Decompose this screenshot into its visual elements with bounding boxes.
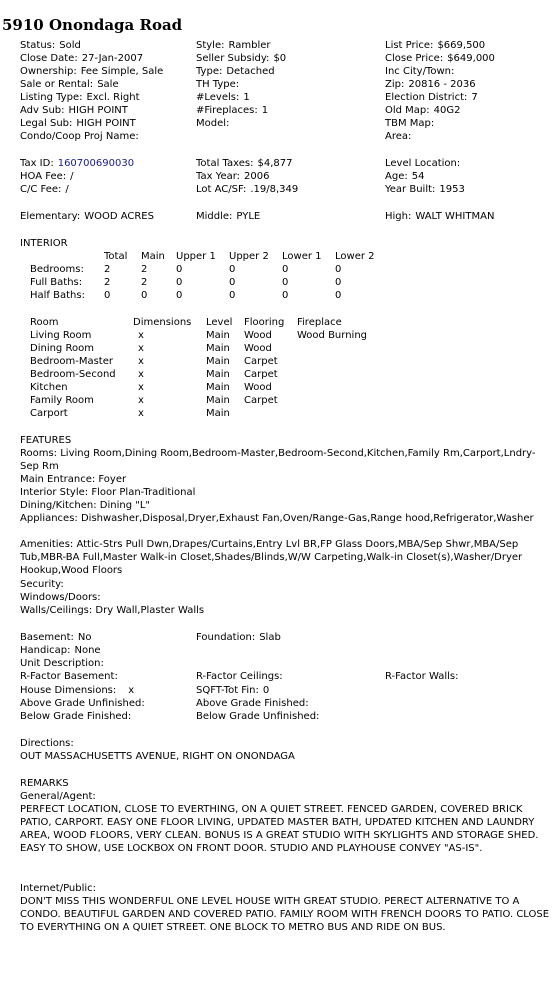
field-label: Zip:: [385, 79, 405, 90]
field-label: TH Type:: [196, 79, 240, 90]
field-label: Condo/Coop Proj Name:: [20, 131, 139, 142]
table-cell: 0: [335, 264, 342, 275]
field-zip: [385, 78, 476, 91]
field-label: House Dimensions:: [20, 685, 117, 696]
table-header: Lower 2: [335, 251, 375, 262]
field-rfactor-ceilings: [196, 670, 287, 683]
table-cell: Main: [206, 343, 230, 354]
table-cell: Carpet: [244, 356, 278, 367]
field-label: Type:: [196, 66, 223, 77]
field-label: Adv Sub:: [20, 105, 65, 116]
field-label: SQFT-Tot Fin:: [196, 685, 259, 696]
table-cell: 0: [176, 277, 183, 288]
features-amenities: Amenities: Attic-Strs Pull Dwn,Drapes/Curtains,Entry Lvl BR,FP Glass Doors,MBA/Sep Shwr,MBA/Sep Tub,MBR-BA Full,Master Walk-in Closet,Shades/Blinds,W/W Carpeting,Walk-in Closet(s),Washer/Dryer Hookup,Wood Floors: [20, 539, 523, 576]
table-cell: Carpet: [244, 395, 278, 406]
field-below-grade-finished: [20, 710, 135, 723]
field-label: R-Factor Walls:: [385, 671, 459, 682]
field-label: HOA Fee:: [20, 171, 67, 182]
features-security: Security:: [20, 579, 64, 590]
field-type: [196, 65, 275, 78]
table-cell: Bedroom-Master: [30, 356, 113, 367]
field-label: Old Map:: [385, 105, 430, 116]
table-cell: Full Baths:: [30, 277, 83, 288]
table-cell: Family Room: [30, 395, 94, 406]
field-value: WOOD ACRES: [84, 211, 154, 222]
field-value: No: [77, 632, 92, 643]
field-label: Lot AC/SF:: [196, 184, 247, 195]
features-walls-ceilings: Walls/Ceilings: Dry Wall,Plaster Walls: [20, 605, 205, 616]
field-label: Unit Description:: [20, 658, 104, 669]
field-middle-school: [196, 210, 260, 223]
field-value: Sold: [59, 40, 81, 51]
field-lot-ac-sf: [196, 183, 298, 196]
directions-heading: Directions:: [20, 738, 74, 749]
field-label: Status:: [20, 40, 56, 51]
features-appliances: Appliances: Dishwasher,Disposal,Dryer,Exhaust Fan,Oven/Range-Gas,Range hood,Refrigerator,Washer: [20, 513, 534, 524]
field-label: Election District:: [385, 92, 468, 103]
field-label: Age:: [385, 171, 408, 182]
table-header: Level: [206, 317, 233, 328]
table-cell: 0: [141, 290, 148, 301]
field-label: Handicap:: [20, 645, 71, 656]
table-header: Main: [141, 251, 165, 262]
interior-heading: INTERIOR: [20, 238, 68, 249]
field-levels: [196, 91, 250, 104]
field-label: TBM Map:: [385, 118, 435, 129]
field-close-date: [20, 52, 143, 65]
field-label: #Fireplaces:: [196, 105, 258, 116]
field-label: Close Price:: [385, 53, 444, 64]
field-label: Legal Sub:: [20, 118, 73, 129]
remarks-public-text: DON'T MISS THIS WONDERFUL ONE LEVEL HOUSE WITH GREAT STUDIO. PERECT ALTERNATIVE TO A CONDO. BEAUTIFUL GARDEN AND COVERED PATIO. FAMILY ROOM WITH FRENCH DOORS TO PATIO. CLOSE TO EVERYTHING ON A QUIET STREET. ONE BLOCK TO METRO BUS AND RIDE ON BUS.: [20, 896, 550, 933]
features-dining-kitchen: Dining/Kitchen: Dining "L": [20, 500, 151, 511]
field-label: Listing Type:: [20, 92, 83, 103]
table-cell: Main: [206, 395, 230, 406]
field-label: Tax Year:: [196, 171, 241, 182]
field-label: Style:: [196, 40, 225, 51]
table-cell: 0: [282, 277, 289, 288]
field-adv-sub: [20, 104, 128, 117]
table-header: Flooring: [244, 317, 285, 328]
field-value: Rambler: [228, 40, 271, 51]
field-tbm-map: [385, 117, 438, 130]
features-interior-style: Interior Style: Floor Plan-Traditional: [20, 487, 196, 498]
field-value: 1953: [439, 184, 465, 195]
property-address: 5910 Onondaga Road: [2, 16, 183, 34]
field-label: Above Grade Unfinished:: [20, 698, 145, 709]
table-cell: Main: [206, 408, 230, 419]
field-house-dimensions: [20, 684, 134, 697]
field-value: 2006: [244, 171, 270, 182]
field-style: [196, 39, 271, 52]
field-below-grade-unfinished: [196, 710, 323, 723]
field-value: HIGH POINT: [76, 118, 136, 129]
remarks-heading: REMARKS: [20, 778, 69, 789]
field-sale-or-rental: [20, 78, 119, 91]
table-cell: 0: [229, 264, 236, 275]
table-cell: x: [138, 356, 144, 367]
field-label: R-Factor Ceilings:: [196, 671, 283, 682]
table-cell: Kitchen: [30, 382, 68, 393]
field-value: 40G2: [433, 105, 461, 116]
field-label: Below Grade Finished:: [20, 711, 132, 722]
field-unit-description: [20, 657, 108, 670]
field-fireplaces: [196, 104, 268, 117]
table-cell: 0: [176, 290, 183, 301]
field-label: Close Date:: [20, 53, 78, 64]
field-value: Slab: [259, 632, 281, 643]
features-heading: FEATURES: [20, 435, 72, 446]
field-value: 7: [471, 92, 478, 103]
field-age: [385, 170, 424, 183]
field-value: 0: [262, 685, 270, 696]
field-value: Sale: [97, 79, 119, 90]
table-cell: 0: [229, 277, 236, 288]
table-cell: 0: [229, 290, 236, 301]
table-cell: 2: [104, 264, 111, 275]
field-th-type: [196, 78, 243, 91]
table-cell: 2: [141, 264, 148, 275]
field-label: Tax ID:: [20, 158, 54, 169]
field-value: Detached: [226, 66, 275, 77]
table-cell: x: [138, 330, 144, 341]
field-label: Seller Subsidy:: [196, 53, 270, 64]
table-cell: Living Room: [30, 330, 92, 341]
field-total-taxes: [196, 157, 292, 170]
table-header: Dimensions: [133, 317, 192, 328]
tax-id-link[interactable]: 160700690030: [57, 158, 135, 169]
field-list-price: [385, 39, 485, 52]
table-header: Total: [104, 251, 128, 262]
field-model: [196, 117, 233, 130]
table-header: Fireplace: [297, 317, 342, 328]
field-tax-year: [196, 170, 270, 183]
table-cell: 0: [282, 264, 289, 275]
field-value: 1: [243, 92, 250, 103]
table-cell: Wood: [244, 382, 272, 393]
table-cell: Main: [206, 369, 230, 380]
field-label: Foundation:: [196, 632, 256, 643]
field-label: Area:: [385, 131, 412, 142]
field-label: List Price:: [385, 40, 434, 51]
field-value: $4,877: [257, 158, 293, 169]
field-level-location: [385, 157, 464, 170]
table-cell: Carpet: [244, 369, 278, 380]
field-value: $669,500: [437, 40, 486, 51]
table-cell: 0: [335, 277, 342, 288]
field-foundation: [196, 631, 281, 644]
table-header: Lower 1: [282, 251, 322, 262]
field-value: 27-Jan-2007: [81, 53, 144, 64]
directions-text: OUT MASSACHUSETTS AVENUE, RIGHT ON ONONDAGA: [20, 751, 295, 762]
field-label: R-Factor Basement:: [20, 671, 118, 682]
field-label: Inc City/Town:: [385, 66, 455, 77]
field-value: None: [74, 645, 101, 656]
table-cell: Wood Burning: [297, 330, 367, 341]
field-ownership: [20, 65, 163, 78]
field-value: WALT WHITMAN: [415, 211, 495, 222]
table-cell: Half Baths:: [30, 290, 85, 301]
field-label: Elementary:: [20, 211, 81, 222]
field-cc-fee: [20, 183, 69, 196]
field-inc-city-town: [385, 65, 458, 78]
table-cell: 2: [141, 277, 148, 288]
table-cell: Main: [206, 382, 230, 393]
field-above-grade-unfinished: [20, 697, 149, 710]
field-basement: [20, 631, 91, 644]
table-header: Upper 2: [229, 251, 269, 262]
field-value: $0: [273, 53, 287, 64]
field-value: 1: [261, 105, 269, 116]
features-windows-doors: Windows/Doors:: [20, 592, 101, 603]
field-value: 20816 - 2036: [408, 79, 476, 90]
table-header: Room: [30, 317, 59, 328]
table-cell: Bedrooms:: [30, 264, 84, 275]
field-label: C/C Fee:: [20, 184, 62, 195]
field-old-map: [385, 104, 461, 117]
field-high-school: [385, 210, 494, 223]
table-cell: 0: [335, 290, 342, 301]
field-value: HIGH POINT: [68, 105, 128, 116]
remarks-public-heading: Internet/Public:: [20, 883, 97, 894]
table-cell: 0: [282, 290, 289, 301]
field-label: Model:: [196, 118, 230, 129]
field-value: Excl. Right: [86, 92, 140, 103]
table-cell: x: [138, 343, 144, 354]
field-hoa-fee: [20, 170, 74, 183]
field-label: High:: [385, 211, 412, 222]
field-value: 54: [411, 171, 425, 182]
table-cell: x: [138, 369, 144, 380]
field-label: Basement:: [20, 632, 74, 643]
field-status: [20, 39, 81, 52]
field-handicap: [20, 644, 101, 657]
table-cell: Wood: [244, 330, 272, 341]
table-cell: Dining Room: [30, 343, 94, 354]
features-rooms: Rooms: Living Room,Dining Room,Bedroom-Master,Bedroom-Second,Kitchen,Family Rm,Carport,Lndry-Sep Rm: [20, 448, 536, 472]
field-close-price: [385, 52, 495, 65]
table-cell: Main: [206, 356, 230, 367]
field-value: .19/8,349: [250, 184, 299, 195]
field-area: [385, 130, 415, 143]
field-label: Ownership:: [20, 66, 77, 77]
remarks-agent-text: PERFECT LOCATION, CLOSE TO EVERTHING, ON A QUIET STREET. FENCED GARDEN, COVERED BRICK PATIO, CARPORT. EASY ONE FLOOR LIVING, UPDATED MASTER BATH, UPDATED KITCHEN AND LAUNDRY AREA, WOOD FLOORS, VERY CLEAN. BONUS IS A GREAT STUDIO WITH SKYLIGHTS AND STORAGE SHED. EASY TO SHOW, USE LOCKBOX ON FRONT DOOR. STUDIO AND PLAYHOUSE CONVEY "AS-IS".: [20, 804, 539, 854]
field-label: Level Location:: [385, 158, 461, 169]
field-value: PYLE: [236, 211, 261, 222]
table-header: Upper 1: [176, 251, 216, 262]
remarks-agent-heading: General/Agent:: [20, 791, 96, 802]
field-sqft-tot-fin: [196, 684, 269, 697]
field-year-built: [385, 183, 465, 196]
field-seller-subsidy: [196, 52, 286, 65]
field-label: Middle:: [196, 211, 233, 222]
field-above-grade-finished: [196, 697, 313, 710]
field-value: /: [65, 184, 69, 195]
field-election-district: [385, 91, 478, 104]
field-label: Below Grade Unfinished:: [196, 711, 320, 722]
field-label: Sale or Rental:: [20, 79, 94, 90]
field-value: x: [128, 685, 135, 696]
field-value: Fee Simple, Sale: [80, 66, 164, 77]
field-condo-proj-name: [20, 130, 143, 143]
table-cell: Carport: [30, 408, 68, 419]
table-cell: 0: [176, 264, 183, 275]
table-cell: Wood: [244, 343, 272, 354]
field-label: #Levels:: [196, 92, 240, 103]
table-cell: x: [138, 395, 144, 406]
field-elementary-school: [20, 210, 154, 223]
table-cell: x: [138, 382, 144, 393]
field-rfactor-basement: [20, 670, 122, 683]
field-legal-sub: [20, 117, 136, 130]
table-cell: x: [138, 408, 144, 419]
field-tax-id: [20, 157, 134, 170]
field-label: Total Taxes:: [196, 158, 254, 169]
table-cell: Main: [206, 330, 230, 341]
field-label: Above Grade Finished:: [196, 698, 309, 709]
field-rfactor-walls: [385, 670, 462, 683]
field-listing-type: [20, 91, 140, 104]
features-main-entrance: Main Entrance: Foyer: [20, 474, 127, 485]
table-cell: 2: [104, 277, 111, 288]
field-label: Year Built:: [385, 184, 436, 195]
field-value: $649,000: [447, 53, 495, 64]
table-cell: 0: [104, 290, 111, 301]
field-value: /: [70, 171, 74, 182]
table-cell: Bedroom-Second: [30, 369, 116, 380]
